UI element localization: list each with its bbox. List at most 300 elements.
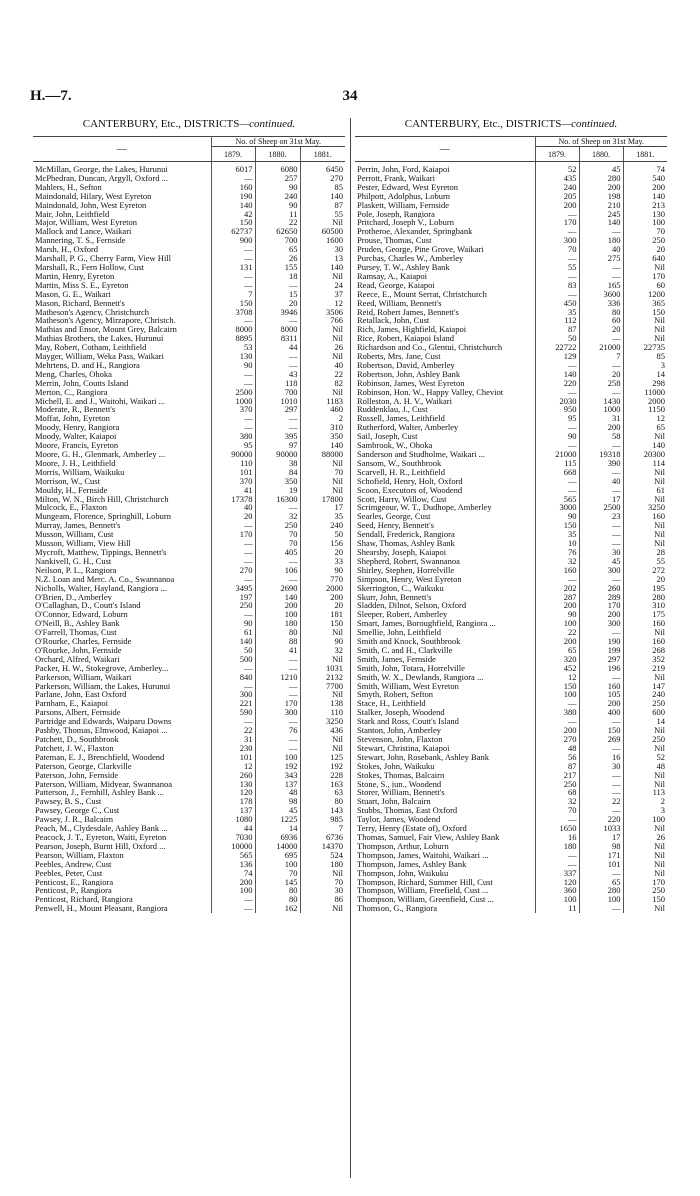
owner-name-cell: Skerrington, C., Waikuku [355,584,535,593]
sheep-1880-cell: 180 [579,236,623,245]
sheep-1879-cell: 160 [211,183,255,192]
owner-name-cell: O'Connor, Edward, Loburn [33,610,211,619]
table-row [355,593,667,602]
sheep-1880-cell: — [255,316,300,325]
sheep-1881-cell: Nil [332,218,344,228]
sheep-1879-cell: 55 [535,263,579,272]
owner-name-cell: Penticost, Richard, Rangiora [33,895,211,904]
owner-name-cell: Thompson, Arthur, Loburn [355,842,535,851]
owner-name-cell: Schofield, Henry, Holt, Oxford [355,477,535,486]
table-row [355,183,667,192]
sheep-1881-cell: 2 [660,797,666,807]
table-row [355,162,667,174]
sheep-1879-cell: — [535,388,579,397]
table-row [355,557,667,566]
sheep-1881-cell: 192 [330,761,344,771]
left-title-continued: —continued. [239,118,296,130]
owner-name-cell: Purchas, Charles W., Amberley [355,254,535,263]
table-row [33,717,345,726]
table-row [33,370,345,379]
sheep-1881-cell: 26 [656,832,666,842]
sheep-1881-cell: 22735 [643,343,666,353]
sheep-1881-cell: 35 [334,512,344,522]
table-row [33,788,345,797]
sheep-1879-cell: — [211,557,255,566]
sheep-1880-cell: 171 [579,851,623,860]
sheep-1879-cell: 65 [535,646,579,655]
sheep-1879-cell: 112 [535,316,579,325]
owner-name-cell: Pateman, E. J., Brenchfield, Woodend [33,753,211,762]
owner-name-cell: Michell, E. and J., Waitohi, Waikari ... [33,397,211,406]
owner-name-cell: Smith, William, West Eyreton [355,682,535,691]
sheep-1880-cell: 300 [579,619,623,628]
sheep-1879-cell: 202 [535,584,579,593]
sheep-1880-cell: 245 [579,210,623,219]
sheep-1879-cell: 2500 [211,388,255,397]
sheep-1880-cell: — [255,682,300,691]
owner-name-cell: Ruddenklau, J., Cust [355,405,535,414]
sheep-1880-cell: — [579,780,623,789]
table-row [355,566,667,575]
sheep-1879-cell: — [535,477,579,486]
owner-name-cell: Milton, W. N., Birch Hill, Christchurch [33,495,211,504]
sheep-1879-cell: 1000 [211,397,255,406]
owner-name-cell: Stalker, Joseph, Woodend [355,708,535,717]
sheep-1881-cell: 55 [334,209,344,219]
sheep-1881-cell: 70 [334,877,344,887]
table-row [355,904,667,913]
owner-name-cell: Shaw, Thomas, Ashley Bank [355,539,535,548]
sheep-1880-cell: 6936 [255,833,300,842]
sheep-1881-cell: 80 [334,797,344,807]
sheep-1881-cell: 114 [652,458,666,468]
owner-name-cell: Penwell, H., Mount Pleasant, Rangiora [33,904,211,913]
sheep-1880-cell: 297 [579,655,623,664]
sheep-1879-cell: 90 [211,619,255,628]
sheep-1880-cell: 289 [579,593,623,602]
sheep-1880-cell: — [255,664,300,673]
sheep-1879-cell: — [535,227,579,236]
table-row [33,673,345,682]
sheep-1881-cell: Nil [332,735,344,744]
sheep-1881-cell: 1183 [326,396,344,406]
sheep-1880-cell: 80 [255,895,300,904]
sheep-1881-cell: 170 [652,271,666,281]
sheep-1879-cell: 590 [211,708,255,717]
table-row [33,682,345,691]
sheep-1879-cell: 370 [211,405,255,414]
table-row [33,851,345,860]
page-header [30,88,670,108]
owner-name-cell: O'Rourke, Charles, Fernside [33,637,211,646]
sheep-1881-cell: 147 [652,681,666,691]
sheep-1879-cell: — [211,174,255,183]
owner-name-cell: Marsh, H., Oxford [33,245,211,254]
sheep-1879-cell: 32 [535,557,579,566]
sheep-1881-cell: 770 [330,574,344,584]
sheep-1881-cell: 600 [652,708,666,718]
sheep-1881-cell: 82 [334,378,344,388]
sheep-1881-cell: 65 [656,423,666,433]
owner-name-cell: Penticost, P., Rangiora [33,886,211,895]
sheep-1879-cell: 42 [211,210,255,219]
sheep-1881-cell: 20300 [643,450,666,459]
sheep-1881-cell: 250 [652,886,666,896]
owner-name-cell: McPhedran, Duncan, Argyll, Oxford ... [33,174,211,183]
sheep-1881-cell: 26 [334,343,344,353]
table-row [33,744,345,753]
sheep-1881-cell: 2 [338,414,344,424]
sheep-1881-cell: 70 [656,227,666,237]
sheep-1880-cell: 140 [255,593,300,602]
owner-name-cell: Mehrtens, D. and H., Rangiora [33,361,211,370]
sheep-1880-cell: 11 [255,210,300,219]
sheep-1879-cell: — [535,423,579,432]
sheep-1881-cell: 2000 [648,396,666,406]
sheep-1880-cell: 2500 [579,503,623,512]
sheep-1879-cell: — [211,245,255,254]
owner-name-cell: Pawsey, J. R., Balcairn [33,815,211,824]
sheep-1879-cell: — [211,548,255,557]
table-row [33,806,345,815]
sheep-1881-cell: Nil [332,325,344,335]
table-row [355,388,667,397]
sheep-1880-cell: — [579,628,623,637]
table-row [33,735,345,744]
sheep-1881-cell: 181 [330,610,344,620]
sheep-1880-cell: 97 [255,441,300,450]
sheep-1879-cell: 22722 [535,343,579,352]
sheep-1879-cell: 260 [211,771,255,780]
table-row [355,468,667,477]
sheep-1881-cell: Nil [654,521,666,531]
sheep-1880-cell: 65 [255,245,300,254]
sheep-1879-cell: 240 [535,183,579,192]
sheep-1879-cell: 100 [535,895,579,904]
table-row [33,780,345,789]
sheep-1879-cell: — [535,717,579,726]
owner-name-cell: Scott, Harry, Willow, Cust [355,495,535,504]
sheep-1880-cell: 45 [255,806,300,815]
sheep-1881-cell: Nil [654,432,666,442]
sheep-1880-cell: — [579,788,623,797]
table-row [355,245,667,254]
table-row [355,637,667,646]
table-row [33,815,345,824]
sheep-1881-cell: 60500 [321,227,344,237]
sheep-1881-cell: Nil [654,743,666,753]
sheep-1880-cell: 20 [579,325,623,334]
sheep-1881-cell: Nil [654,539,666,548]
sheep-1881-cell: 32 [334,645,344,655]
sheep-1879-cell: 120 [535,878,579,887]
sheep-1879-cell: 10000 [211,842,255,851]
table-row [33,183,345,192]
sheep-1880-cell: 70 [255,869,300,878]
owner-name-cell: Reid, Robert James, Bennett's [355,308,535,317]
table-row [33,584,345,593]
owner-name-cell: Smyth, Robert, Sefton [355,690,535,699]
sheep-1880-cell: — [579,486,623,495]
owner-name-cell: Stace, H., Leithfield [355,699,535,708]
sheep-1881-cell: 14 [656,717,666,727]
table-row [355,254,667,263]
sheep-1881-cell: Nil [332,743,344,753]
table-row [355,548,667,557]
table-row [355,601,667,610]
owner-name-cell: Sleeper, Robert, Amberley [355,610,535,619]
table-row [355,495,667,504]
table-row [33,904,345,913]
table-row [355,174,667,183]
sheep-1881-cell: 140 [330,262,344,272]
sheep-1880-cell: — [579,521,623,530]
sheep-1880-cell: 44 [255,343,300,352]
sheep-1879-cell: — [211,414,255,423]
owner-name-cell: Russell, James, Leithfield [355,414,535,423]
owner-name-cell: Perrott, Frank, Waikari [355,174,535,183]
table-row [33,201,345,210]
table-row [33,325,345,334]
sheep-1880-cell: 405 [255,548,300,557]
owner-name-cell: O'Rourke, John, Fernside [33,646,211,655]
table-row [355,405,667,414]
sheep-1880-cell: 40 [579,245,623,254]
table-row [355,370,667,379]
sheep-1879-cell: 87 [535,762,579,771]
table-row [33,397,345,406]
owner-name-cell: Paterson, John, Fernside [33,771,211,780]
owner-name-cell: Thompson, James, Ashley Bank [355,860,535,869]
sheep-1880-cell: — [255,655,300,664]
table-row [355,201,667,210]
owner-name-cell: Mathias and Ensor, Mount Grey, Balcairn [33,325,211,334]
sheep-1881-cell: 268 [652,645,666,655]
table-row [355,227,667,236]
sheep-1879-cell: 129 [535,352,579,361]
owner-name-cell: Mycroft, Matthew, Tippings, Bennett's [33,548,211,557]
table-row [33,566,345,575]
sheep-1881-cell: 436 [330,726,344,735]
owner-name-cell: Stanton, John, Amberley [355,726,535,735]
sheep-1880-cell: 32 [255,512,300,521]
table-row [33,334,345,343]
document-reference: H.—7. [30,88,72,104]
table-row [33,539,345,548]
sheep-1879-cell: 31 [211,735,255,744]
owner-name-cell: Nankivell, G. H., Cust [33,557,211,566]
sheep-1879-cell: 68 [535,788,579,797]
right-group-header: No. of Sheep on 31st May. [535,137,667,147]
table-row [33,450,345,459]
sheep-1880-cell: 162 [255,904,300,913]
sheep-1881-cell: 766 [330,316,344,326]
sheep-1881-cell: Nil [654,628,666,638]
owner-name-cell: Musson, William, Cust [33,530,211,539]
sheep-1881-cell: 160 [652,512,666,522]
left-title-text: CANTERBURY, Etc., DISTRICTS [82,118,240,130]
sheep-1881-cell: 17800 [321,494,344,504]
owner-name-cell: O'Brien, D., Amberley [33,593,211,602]
sheep-1880-cell: 98 [255,797,300,806]
sheep-1881-cell: Nil [654,476,666,486]
sheep-1879-cell: 8895 [211,334,255,343]
owner-name-cell: Pawsey, George C., Cust [33,806,211,815]
sheep-1879-cell: 70 [535,245,579,254]
table-row [355,682,667,691]
sheep-1879-cell: 83 [535,281,579,290]
sheep-1880-cell: 16300 [255,495,300,504]
table-row [33,699,345,708]
sheep-1880-cell: 48 [255,788,300,797]
table-row [33,468,345,477]
sheep-1880-cell: 31 [579,414,623,423]
owner-name-cell: Marshall, P. G., Cherry Farm, View Hill [33,254,211,263]
table-row [355,397,667,406]
table-row [355,236,667,245]
sheep-1879-cell: 136 [211,860,255,869]
owner-name-cell: Smart, James, Boroughfield, Rangiora ... [355,619,535,628]
sheep-1881-cell: 175 [652,610,666,620]
sheep-1881-cell: Nil [332,904,344,914]
sheep-1880-cell: — [255,735,300,744]
owner-name-cell: Matheson's Agency, Christchurch [33,308,211,317]
owner-name-cell: Thompson, William, Greenfield, Cust ... [355,895,535,904]
owner-name-cell: Protheroe, Alexander, Springbank [355,227,535,236]
owner-name-cell: Thompson, John, Waikuku [355,869,535,878]
sheep-1879-cell: — [211,272,255,281]
sheep-1881-cell: Nil [654,824,666,833]
owner-name-cell: Maindonald, John, West Eyreton [33,201,211,210]
sheep-1879-cell: 500 [211,655,255,664]
two-column-table [33,118,667,1178]
sheep-1880-cell: 137 [255,780,300,789]
sheep-1879-cell: 3000 [535,503,579,512]
owner-name-cell: Shearsby, Joseph, Kaiapoi [355,548,535,557]
owner-name-cell: Thompson, William, Freefield, Cust ... [355,886,535,895]
sheep-1879-cell: — [535,486,579,495]
sheep-1880-cell: 180 [255,619,300,628]
sheep-1879-cell: — [211,682,255,691]
sheep-1880-cell: — [579,334,623,343]
owner-name-cell: Robinson, James, West Eyreton [355,379,535,388]
sheep-1881-cell: 160 [652,619,666,629]
sheep-1880-cell: 395 [255,432,300,441]
sheep-1879-cell: 3495 [211,584,255,593]
sheep-1879-cell: 12 [211,762,255,771]
owner-name-cell: May, Robert, Cotham, Leithfield [33,343,211,352]
sheep-1881-cell: 37 [334,289,344,299]
table-row [33,227,345,236]
sheep-1881-cell: 1200 [648,289,666,299]
sheep-1880-cell: 257 [255,174,300,183]
owner-name-cell: Moore, G. H., Glenmark, Amberley ... [33,450,211,459]
owner-name-cell: Mahlers, H., Sefton [33,183,211,192]
owner-name-cell: Ramsay, A., Kaiapoi [355,272,535,281]
table-row [355,646,667,655]
table-row [355,361,667,370]
page-number: 34 [342,88,358,104]
table-row [33,290,345,299]
sheep-1879-cell: 6017 [211,162,255,174]
sheep-1879-cell: 452 [535,664,579,673]
table-row [355,735,667,744]
owner-name-cell: Paterson, William, Midyear, Swannanoa [33,780,211,789]
sheep-1881-cell: 100 [652,815,666,825]
sheep-1880-cell: 30 [579,762,623,771]
sheep-1879-cell: 200 [535,637,579,646]
sheep-1881-cell: 160 [652,637,666,646]
sheep-1879-cell: 32 [535,797,579,806]
table-row [33,352,345,361]
owner-name-cell: Thomson, G., Rangiora [355,904,535,913]
owner-name-cell: Roberts, Mrs. Jane, Cust [355,352,535,361]
table-row [355,441,667,450]
sheep-1881-cell: 140 [330,191,344,201]
table-row [33,495,345,504]
sheep-1881-cell: 3506 [326,307,344,317]
owner-name-cell: Parnham, E., Kaiapoi [33,699,211,708]
sheep-1881-cell: 28 [656,547,666,557]
table-row [33,575,345,584]
sheep-1881-cell: Nil [654,530,666,540]
sheep-1880-cell: 43 [255,370,300,379]
sheep-1880-cell: 1225 [255,815,300,824]
owner-name-cell: Meng, Charles, Ohoka [33,370,211,379]
table-row [33,628,345,637]
sheep-1880-cell: — [579,904,623,913]
owner-name-cell: Sendall, Frederick, Rangiora [355,530,535,539]
sheep-1881-cell: 6736 [326,832,344,842]
owner-name-cell: Plaskett, William, Fernside [355,201,535,210]
table-row [355,628,667,637]
table-row [355,762,667,771]
owner-name-cell: Peacock, J. T., Eyreton, Waiti, Eyreton [33,833,211,842]
sheep-1879-cell: — [211,379,255,388]
sheep-1879-cell: 140 [211,637,255,646]
sheep-1880-cell: 140 [579,218,623,227]
table-row [33,343,345,352]
sheep-1879-cell: — [211,904,255,913]
sheep-1879-cell: 11 [535,904,579,913]
sheep-1879-cell: — [211,254,255,263]
table-row [33,405,345,414]
owner-name-cell: N.Z. Loan and Merc. A. Co., Swannanoa [33,575,211,584]
sheep-1881-cell: 310 [330,423,344,433]
left-title [33,118,345,136]
sheep-1881-cell: 125 [330,752,344,762]
sheep-1881-cell: 12 [334,298,344,308]
right-title [355,118,667,136]
owner-name-cell: Thompson, James, Waitohi, Waikari ... [355,851,535,860]
sheep-1881-cell: Nil [332,628,344,638]
sheep-1879-cell: 8000 [211,325,255,334]
left-year-1881: 1881. [300,147,345,162]
sheep-1880-cell: 98 [579,842,623,851]
sheep-1879-cell: 50 [535,334,579,343]
sheep-1879-cell: — [535,699,579,708]
sheep-1881-cell: 30 [334,245,344,255]
table-row [33,503,345,512]
table-row [355,699,667,708]
sheep-1881-cell: Nil [332,654,344,664]
sheep-1880-cell: 62650 [255,227,300,236]
owner-name-cell: Stubbs, Thomas, East Oxford [355,806,535,815]
table-row [355,815,667,824]
owner-name-cell: Pritchard, Joseph V., Loburn [355,218,535,227]
sheep-1880-cell: 700 [255,388,300,397]
sheep-1880-cell: 220 [579,815,623,824]
